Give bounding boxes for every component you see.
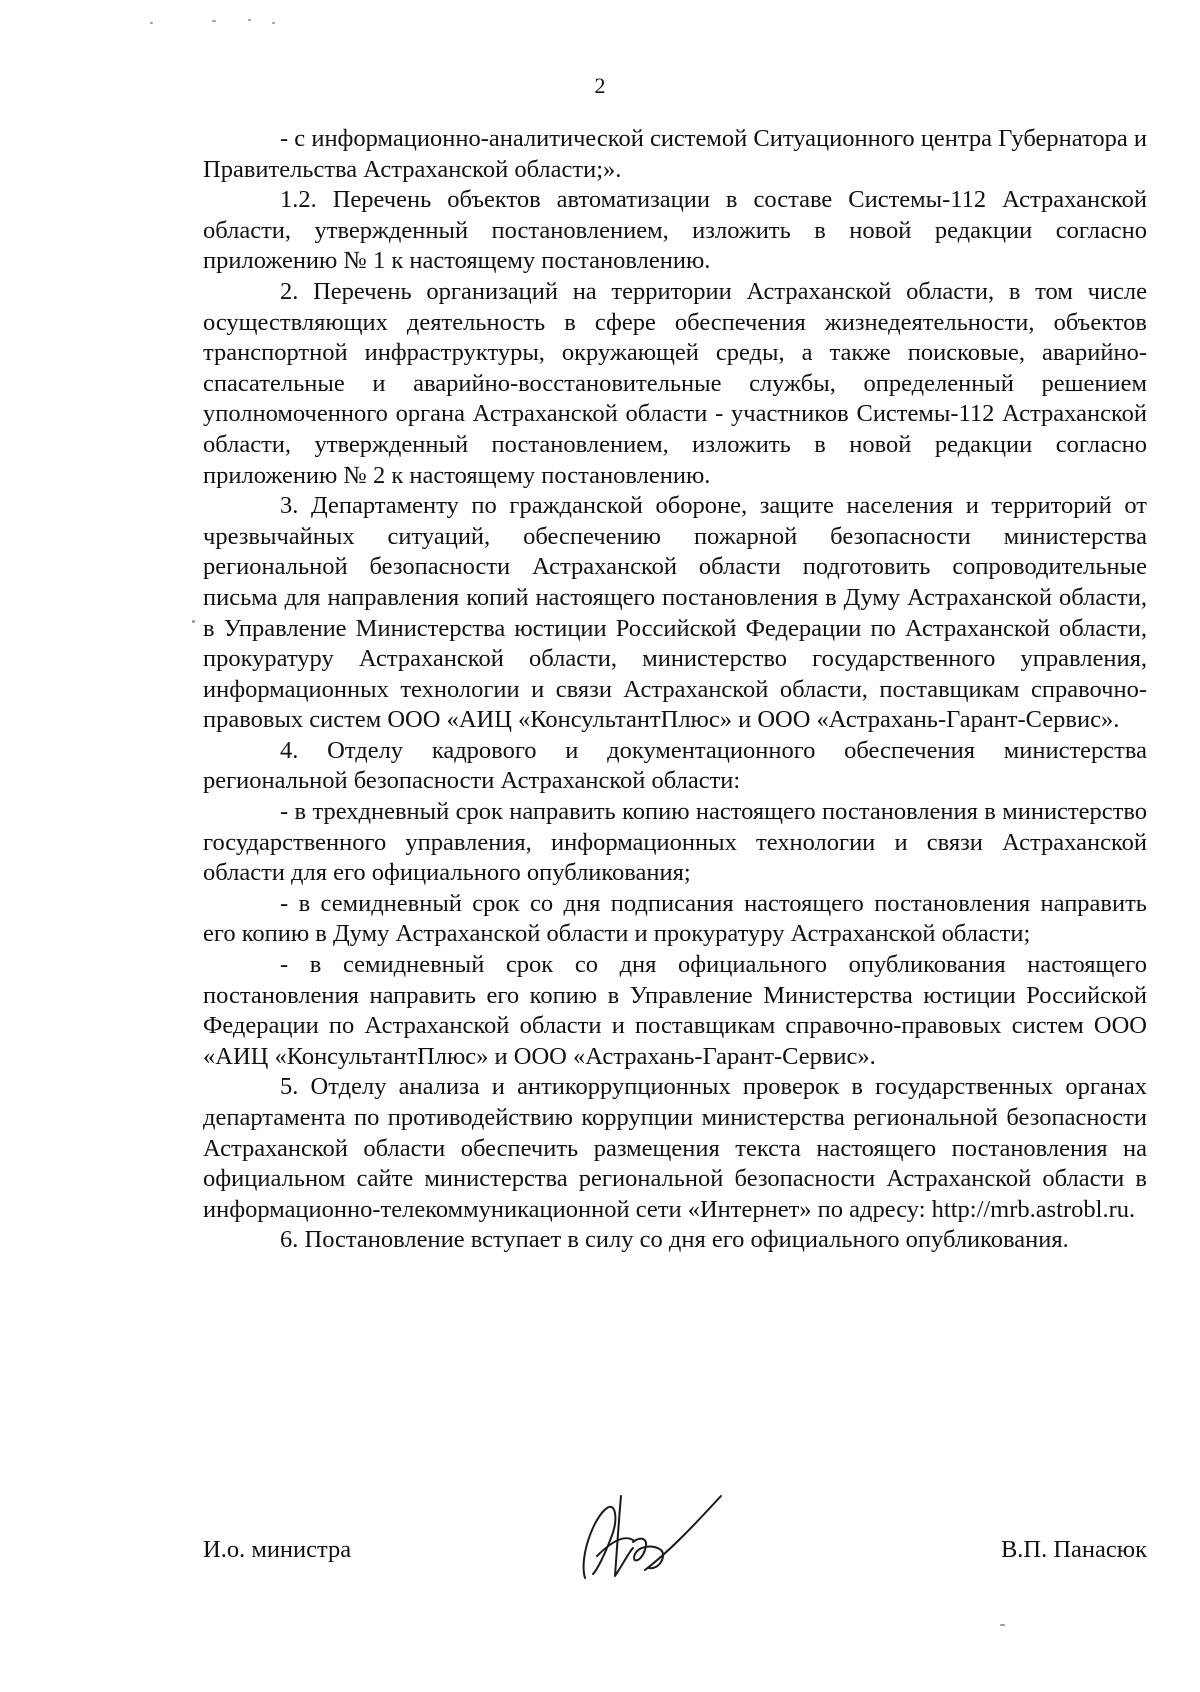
paragraph-7: - в семидневный срок со дня подписания настоящего постановления направить его копию в Думу Астраханской области и прокуратуру Астраханской области;	[203, 889, 1147, 948]
paragraph-8: - в семидневный срок со дня официального опубликования настоящего постановления направить его копию в Управление Министерства юстиции Российской Федерации по Астраханской области и поставщикам справочно-правовых систем ООО «АИЦ «КонсультантПлюс» и ООО «Астрахань-Гарант-Сервис».	[203, 951, 1147, 1070]
scan-speck	[272, 22, 275, 24]
paragraph-4: 3. Департаменту по гражданской обороне, защите населения и территорий от чрезвычайных ситуаций, обеспечению пожарной безопасности министерства региональной безопасности Астраханской области подготовить сопроводительные письма для направления копий настоящего постановления в Думу Астраханской области, в Управление Министерства юстиции Российской Федерации по Астраханской области, прокуратуру Астраханской области, министерство государственного управления, информационных технологии и связи Астраханской области, поставщикам справочно-правовых систем ООО «АИЦ «КонсультантПлюс» и ООО «Астрахань-Гарант-Сервис».	[203, 492, 1147, 734]
scan-speck	[248, 19, 251, 21]
page-number: 2	[594, 73, 606, 98]
paragraph-10: 6. Постановление вступает в силу со дня его официального опубликования.	[280, 1226, 1069, 1254]
signatory-title: И.о. министра	[203, 1536, 352, 1563]
signatory-name: В.П. Панасюк	[1000, 1536, 1147, 1563]
paragraph-1: - с информационно-аналитической системой Ситуационного центра Губернатора и Правительства Астраханской области;».	[203, 125, 1147, 183]
paragraph-5: 4. Отделу кадрового и документационного обеспечения министерства региональной безопасности Астраханской области:	[203, 736, 1147, 795]
scan-speck	[1000, 1624, 1005, 1626]
paragraph-9: 5. Отделу анализа и антикоррупционных проверок в государственных органах департамента по противодействию коррупции министерства региональной безопасности Астраханской области обеспечить размещения текста настоящего постановления на официальном сайте министерства региональной безопасности Астраханской области в информационно-телекоммуникационной сети «Интернет» по адресу: http://mrb.astrobl.ru.	[203, 1073, 1147, 1223]
paragraph-3: 2. Перечень организаций на территории Астраханской области, в том числе осуществляющих деятельность в сфере обеспечения жизнедеятельности, объектов транспортной инфраструктуры, окружающей среды, а также поисковые, аварийно-спасательные и аварийно-восстановительные службы, определенный решением уполномоченного органа Астраханской области - участников Системы-112 Астраханской области, утвержденный постановлением, изложить в новой редакции согласно приложению № 2 к настоящему постановлению.	[203, 277, 1147, 489]
document-body	[203, 124, 1147, 1256]
scan-speck	[212, 20, 216, 22]
signature-block	[203, 1535, 1147, 1575]
scan-speck	[192, 620, 195, 623]
paragraph-2: 1.2. Перечень объектов автоматизации в составе Системы-112 Астраханской области, утвержденный постановлением, изложить в новой редакции согласно приложению № 1 к настоящему постановлению.	[203, 186, 1147, 275]
scan-speck	[150, 22, 153, 24]
paragraph-6: - в трехдневный срок направить копию настоящего постановления в министерство государственного управления, информационных технологии и связи Астраханской области для его официального опубликования;	[203, 798, 1147, 887]
